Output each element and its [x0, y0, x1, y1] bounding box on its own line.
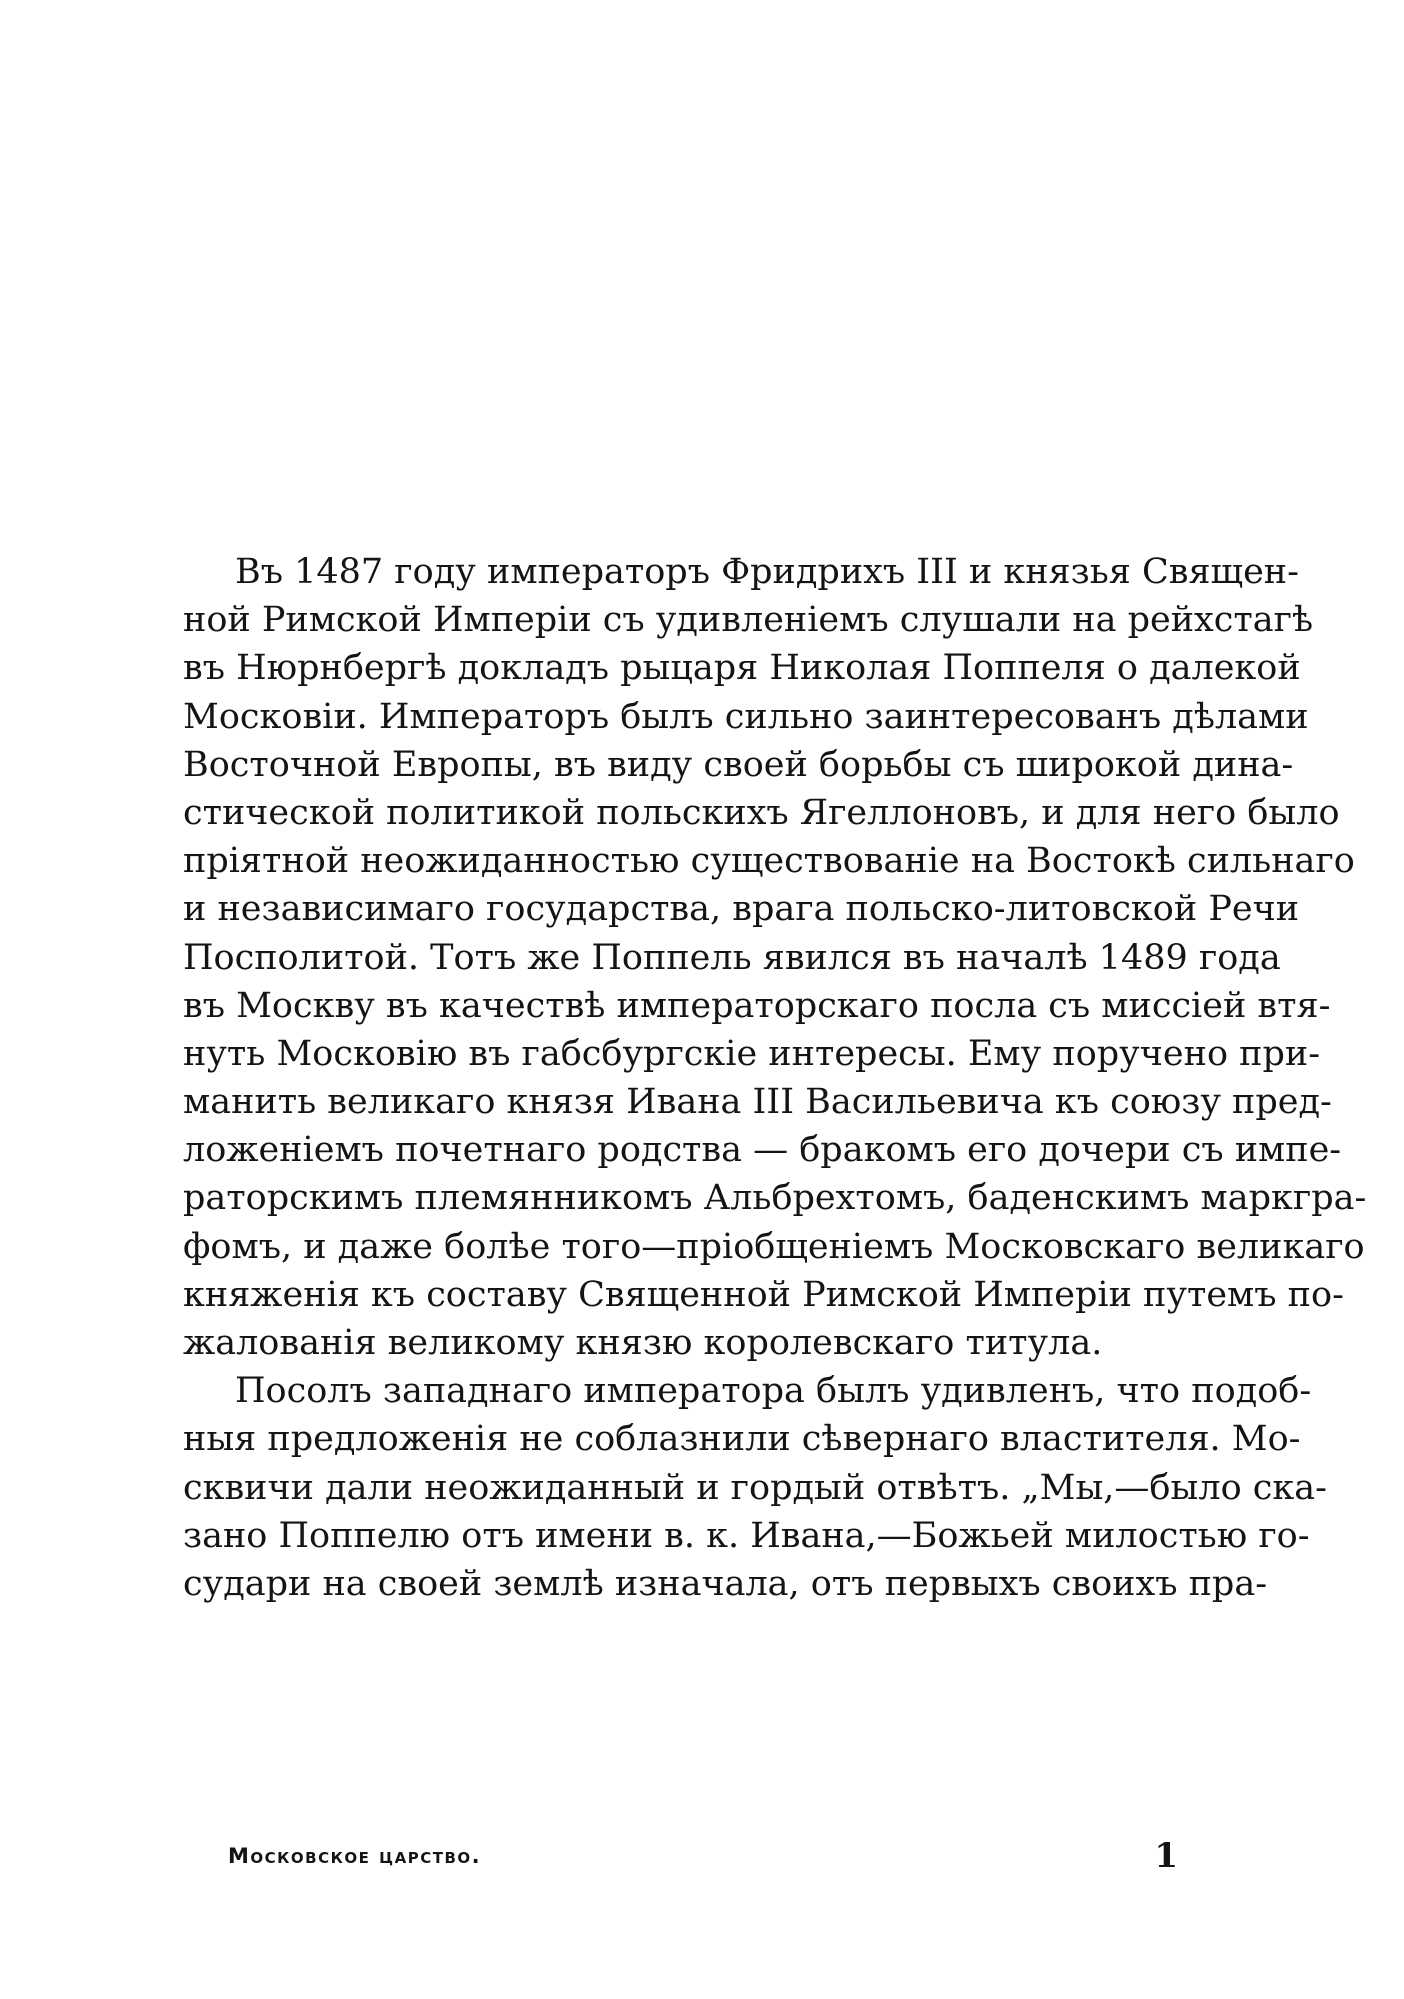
- paragraph-1-line-14: раторскимъ племянникомъ Альбрехтомъ, баденскимъ маркгра-: [183, 1178, 1367, 1219]
- running-title: Московское царство.: [228, 1844, 482, 1868]
- paragraph-1-line-16: княженія къ составу Священной Римской Имперіи путемъ по-: [183, 1274, 1344, 1315]
- paragraph-1-line-13: ложеніемъ почетнаго родства — бракомъ его дочери съ импе-: [183, 1130, 1342, 1171]
- paragraph-2-line-4: зано Поппелю отъ имени в. к. Ивана,—Божьей милостью го-: [183, 1515, 1310, 1556]
- paragraph-2-line-5: судари на своей землѣ изначала, отъ первыхъ своихъ пра-: [183, 1563, 1268, 1604]
- paragraph-1-line-10: въ Москву въ качествѣ императорскаго посла съ миссіей втя-: [183, 985, 1331, 1026]
- paragraph-1-line-15: фомъ, и даже болѣе того—пріобщеніемъ Московскаго великаго: [183, 1226, 1365, 1267]
- paragraph-1-line-11: нуть Московію въ габсбургскіе интересы. Ему поручено при-: [183, 1033, 1321, 1074]
- page-number: 1: [1154, 1836, 1178, 1876]
- page-footer: [228, 1836, 1178, 1876]
- paragraph-2-line-3: сквичи дали неожиданный и гордый отвѣтъ. „Мы,—было ска-: [183, 1467, 1327, 1508]
- paragraph-1-line-12: манить великаго князя Ивана III Васильевича къ союзу пред-: [183, 1082, 1332, 1123]
- paragraph-2-line-1: Посолъ западнаго императора былъ удивленъ, что подоб-: [235, 1371, 1312, 1412]
- paragraph-1-line-5: Восточной Европы, въ виду своей борьбы съ широкой дина-: [183, 744, 1294, 785]
- paragraph-1-line-9: Посполитой. Тотъ же Поппель явился въ началѣ 1489 года: [183, 937, 1281, 978]
- paragraph-1-line-1: Въ 1487 году императоръ Фридрихъ III и князья Священ-: [235, 552, 1299, 592]
- paragraph-1-line-3: въ Нюрнбергѣ докладъ рыцаря Николая Поппеля о далекой: [183, 648, 1301, 689]
- paragraph-1-line-8: и независимаго государства, врага польско-литовской Речи: [183, 889, 1300, 930]
- paragraph-1-line-17: жалованія великому князю королевскаго титула.: [183, 1323, 1103, 1363]
- paragraph-1-line-2: ной Римской Имперіи съ удивленіемъ слушали на рейхстагѣ: [183, 600, 1314, 641]
- paragraph-2-line-2: ныя предложенія не соблазнили сѣвернаго властителя. Мо-: [183, 1419, 1301, 1460]
- paragraph-1-line-7: пріятной неожиданностью существованіе на Востокѣ сильнаго: [183, 841, 1355, 882]
- paragraph-1-line-6: стической политикой польскихъ Ягеллоновъ, и для него было: [183, 792, 1340, 833]
- body-text: [183, 548, 1367, 1608]
- paragraph-1-line-4: Московіи. Императоръ былъ сильно заинтересованъ дѣлами: [183, 696, 1309, 737]
